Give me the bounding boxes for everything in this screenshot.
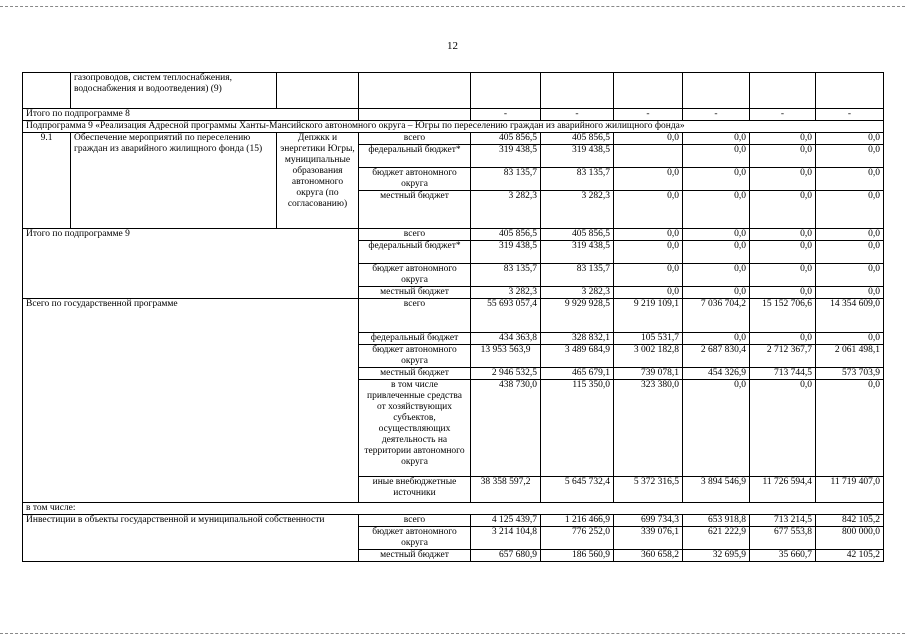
subprogram-9-title: Подпрограмма 9 «Реализация Адресной программы Ханты-Мансийского автономного округа – Югры по переселению граждан из аварийного жилищного фонда» [23, 121, 884, 133]
table-cell: 3 214 104,8 [471, 527, 541, 550]
table-cell: 0,0 [683, 380, 750, 477]
table-cell: 434 363,8 [471, 333, 541, 345]
table-cell: 186 560,9 [541, 550, 614, 562]
scan-edge-bottom [0, 633, 905, 634]
table-cell: 7 036 704,2 [683, 299, 750, 333]
table-cell: 405 856,5 [541, 229, 614, 241]
table-cell: 83 135,7 [541, 264, 614, 287]
investments-label: Инвестиции в объекты государственной и муниципальной собственности [23, 515, 359, 562]
investments-row [23, 515, 884, 527]
table-cell: 621 222,9 [683, 527, 750, 550]
table-row [23, 133, 884, 145]
table-cell: 0,0 [614, 241, 683, 264]
table-cell: 3 282,3 [471, 191, 541, 229]
table-cell [23, 73, 71, 109]
table-cell: 3 002 182,8 [614, 345, 683, 368]
table-cell: 0,0 [750, 168, 816, 191]
table-cell: 0,0 [683, 333, 750, 345]
table-cell: бюджет автономного округа [359, 345, 471, 368]
table-cell [359, 109, 471, 121]
table-cell: 0,0 [614, 229, 683, 241]
item-name: Обеспечение мероприятий по переселению граждан из аварийного жилищного фонда (15) [71, 133, 277, 229]
table-cell: 328 832,1 [541, 333, 614, 345]
table-cell: 319 438,5 [541, 145, 614, 168]
table-cell: 0,0 [816, 168, 884, 191]
scan-edge-top [0, 6, 905, 7]
table-cell: 4 125 439,7 [471, 515, 541, 527]
table-cell: всего [359, 133, 471, 145]
table-cell: 11 719 407,0 [816, 477, 884, 503]
table-cell: 15 152 706,6 [750, 299, 816, 333]
table-cell: всего [359, 515, 471, 527]
table-cell [750, 73, 816, 109]
table-cell: 465 679,1 [541, 368, 614, 380]
table-cell [359, 73, 471, 109]
table-cell: в том числе привлеченные средства от хозяйствующих субъектов, осуществляющих деятельность на территории автономного округа [359, 380, 471, 477]
table-cell: 42 105,2 [816, 550, 884, 562]
table-cell: 0,0 [750, 333, 816, 345]
table-cell: 323 380,0 [614, 380, 683, 477]
table-cell: всего [359, 299, 471, 333]
table-cell: 0,0 [750, 191, 816, 229]
table-cell: 0,0 [750, 133, 816, 145]
table-cell: 83 135,7 [471, 168, 541, 191]
table-cell: 0,0 [683, 145, 750, 168]
program-total-label: Всего по государственной программе [23, 299, 359, 503]
table-cell: 405 856,5 [471, 229, 541, 241]
table-cell: 38 358 597,2 [471, 477, 541, 503]
table-cell: местный бюджет [359, 368, 471, 380]
table-cell: - [541, 109, 614, 121]
table-cell: 0,0 [750, 241, 816, 264]
table-cell: 800 000,0 [816, 527, 884, 550]
table-cell: 739 078,1 [614, 368, 683, 380]
table-cell: 405 856,5 [471, 133, 541, 145]
table-cell: 0,0 [614, 264, 683, 287]
row-name-cell: газопроводов, систем теплоснабжения, водоснабжения и водоотведения) (9) [71, 73, 277, 109]
table-cell: 0,0 [750, 229, 816, 241]
table-cell: 0,0 [816, 229, 884, 241]
table-cell: федеральный бюджет* [359, 145, 471, 168]
table-cell: 13 953 563,9 [471, 345, 541, 368]
table-cell: - [614, 109, 683, 121]
table-cell: 0,0 [750, 287, 816, 299]
table-cell: 454 326,9 [683, 368, 750, 380]
table-cell: 1 216 466,9 [541, 515, 614, 527]
table-cell: 3 282,3 [541, 287, 614, 299]
table-cell: 0,0 [816, 264, 884, 287]
item-executor: Депжкк и энергетики Югры, муниципальные образования автономного округа (по согласованию) [277, 133, 359, 229]
table-cell: федеральный бюджет [359, 333, 471, 345]
table-cell: 0,0 [614, 287, 683, 299]
table-cell: всего [359, 229, 471, 241]
table-row [23, 73, 884, 109]
including-label: в том числе: [23, 503, 884, 515]
program-total-row [23, 299, 884, 333]
table-cell: 713 744,5 [750, 368, 816, 380]
table-cell: 776 252,0 [541, 527, 614, 550]
subtotal-row-8 [23, 109, 884, 121]
table-cell: 842 105,2 [816, 515, 884, 527]
table-cell: 0,0 [750, 145, 816, 168]
table-cell: 657 680,9 [471, 550, 541, 562]
table-cell: 0,0 [683, 191, 750, 229]
table-cell: бюджет автономного округа [359, 527, 471, 550]
table-cell: 0,0 [683, 287, 750, 299]
table-cell: 9 219 109,1 [614, 299, 683, 333]
table-cell: местный бюджет [359, 287, 471, 299]
table-cell: 55 693 057,4 [471, 299, 541, 333]
table-cell: - [471, 109, 541, 121]
table-cell: 339 076,1 [614, 527, 683, 550]
table-cell: 360 658,2 [614, 550, 683, 562]
table-cell: 3 489 684,9 [541, 345, 614, 368]
table-cell: федеральный бюджет* [359, 241, 471, 264]
table-cell: 573 703,9 [816, 368, 884, 380]
subtotal-label: Итого по подпрограмме 9 [23, 229, 359, 299]
table-cell: иные внебюджетные источники [359, 477, 471, 503]
table-cell: бюджет автономного округа [359, 168, 471, 191]
table-cell [816, 73, 884, 109]
table-cell: 0,0 [614, 168, 683, 191]
table-cell: 653 918,8 [683, 515, 750, 527]
table-cell: - [683, 109, 750, 121]
table-cell: 319 438,5 [471, 145, 541, 168]
table-cell: 14 354 609,0 [816, 299, 884, 333]
table-cell: 0,0 [750, 380, 816, 477]
table-cell [471, 73, 541, 109]
table-cell: 319 438,5 [541, 241, 614, 264]
table-cell: 677 553,8 [750, 527, 816, 550]
table-cell: 699 734,3 [614, 515, 683, 527]
table-cell: 0,0 [816, 145, 884, 168]
table-cell: местный бюджет [359, 550, 471, 562]
subtotal-row-9 [23, 229, 884, 241]
table-cell: - [750, 109, 816, 121]
page-number: 12 [447, 40, 458, 52]
table-cell: 11 726 594,4 [750, 477, 816, 503]
table-cell: 0,0 [683, 241, 750, 264]
table-cell: 0,0 [683, 133, 750, 145]
table-cell: 438 730,0 [471, 380, 541, 477]
table-cell: 0,0 [816, 133, 884, 145]
table-cell: бюджет автономного округа [359, 264, 471, 287]
table-cell: 0,0 [683, 168, 750, 191]
table-row [23, 503, 884, 515]
subtotal-label: Итого по подпрограмме 8 [23, 109, 359, 121]
table-cell: 0,0 [683, 229, 750, 241]
table-cell: 0,0 [683, 264, 750, 287]
table-cell [277, 73, 359, 109]
table-cell: 3 282,3 [541, 191, 614, 229]
table-cell: 0,0 [816, 191, 884, 229]
table-cell: 105 531,7 [614, 333, 683, 345]
table-cell: 9 929 928,5 [541, 299, 614, 333]
program-funding-table [22, 72, 884, 562]
table-cell: 0,0 [816, 287, 884, 299]
table-cell: 2 061 498,1 [816, 345, 884, 368]
table-cell: 0,0 [750, 264, 816, 287]
table-cell: местный бюджет [359, 191, 471, 229]
table-cell: 405 856,5 [541, 133, 614, 145]
subprogram-header-row [23, 121, 884, 133]
table-cell: 713 214,5 [750, 515, 816, 527]
table-cell: 32 695,9 [683, 550, 750, 562]
table-cell [683, 73, 750, 109]
table-cell: 83 135,7 [541, 168, 614, 191]
table-cell [614, 145, 683, 168]
table-cell: - [816, 109, 884, 121]
table-cell: 0,0 [816, 333, 884, 345]
table-cell: 0,0 [614, 133, 683, 145]
table-cell: 319 438,5 [471, 241, 541, 264]
table-cell: 115 350,0 [541, 380, 614, 477]
item-number: 9.1 [23, 133, 71, 229]
table-cell: 3 894 546,9 [683, 477, 750, 503]
table-cell: 2 712 367,7 [750, 345, 816, 368]
table-cell: 0,0 [816, 380, 884, 477]
table-cell: 2 687 830,4 [683, 345, 750, 368]
table-cell [614, 73, 683, 109]
table-cell: 0,0 [614, 191, 683, 229]
table-cell [541, 73, 614, 109]
table-cell: 5 645 732,4 [541, 477, 614, 503]
table-cell: 83 135,7 [471, 264, 541, 287]
table-cell: 35 660,7 [750, 550, 816, 562]
table-cell: 3 282,3 [471, 287, 541, 299]
table-cell: 2 946 532,5 [471, 368, 541, 380]
table-cell: 0,0 [816, 241, 884, 264]
table-cell: 5 372 316,5 [614, 477, 683, 503]
